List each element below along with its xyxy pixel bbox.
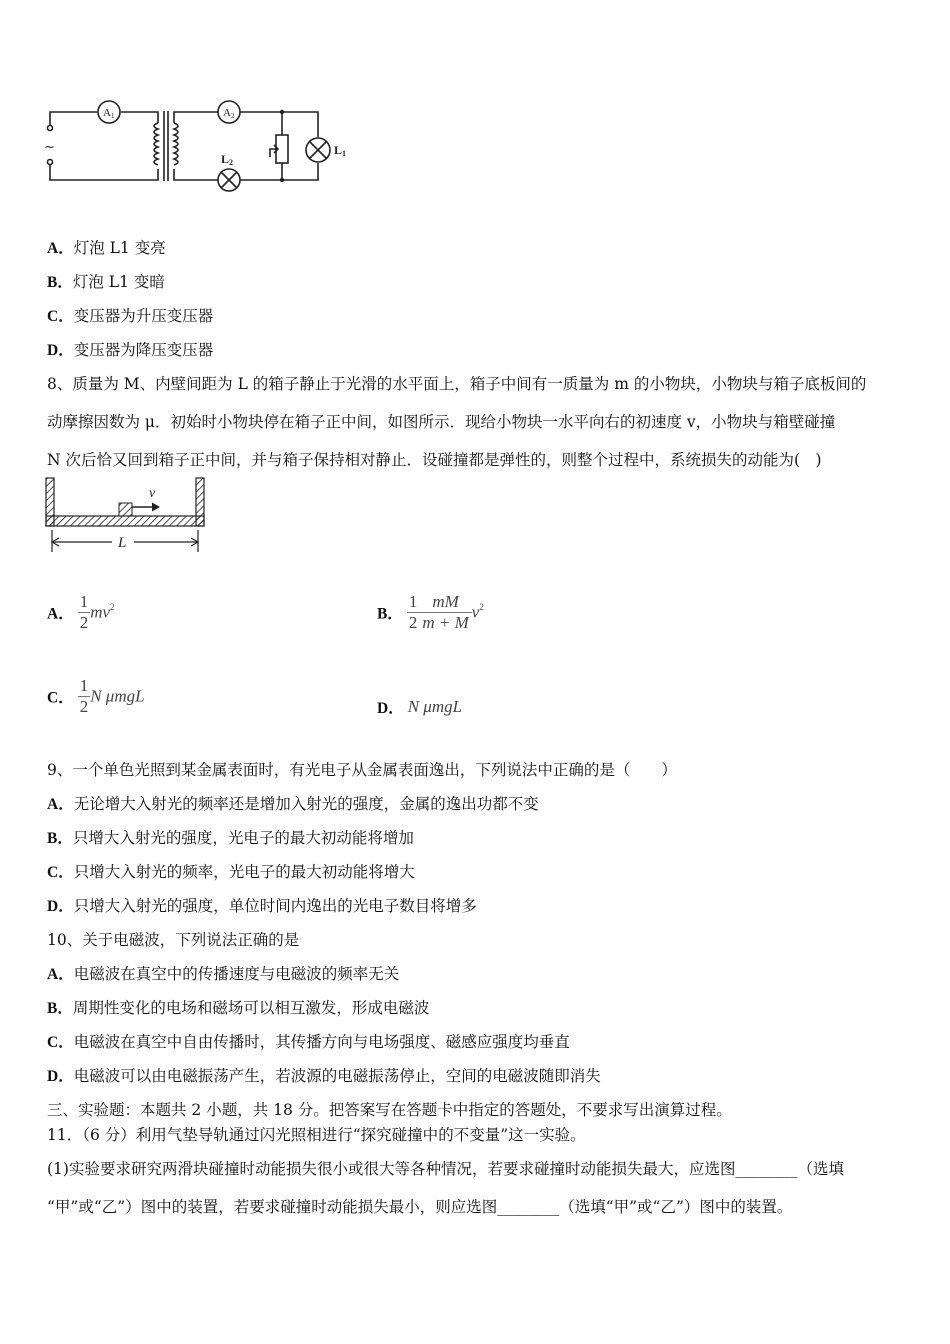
lamp-l2-label: L <box>221 152 230 166</box>
q10-stem: 10、关于电磁波，下列说法正确的是 <box>47 931 300 949</box>
ammeter-a2-sub: 2 <box>230 112 235 120</box>
q10-option-b: B．周期性变化的电场和磁场可以相互激发，形成电磁波 <box>47 999 430 1017</box>
q8-stem-line-3: N 次后恰又回到箱子正中间，并与箱子保持相对静止．设碰撞都是弹性的，则整个过程中，系统损失的动能为( ) <box>47 451 822 469</box>
transformer-circuit-diagram <box>40 95 360 195</box>
q10-option-d: D．电磁波可以由电磁振荡产生，若波源的电磁振荡停止，空间的电磁波随即消失 <box>47 1067 601 1085</box>
ac-source-symbol: ~ <box>44 140 55 155</box>
svg-text:L1 <box>334 143 346 158</box>
q7-option-a: A．灯泡 L1 变亮 <box>47 239 166 257</box>
q7-option-d: D．变压器为降压变压器 <box>47 341 214 359</box>
lamp-l1-label: L <box>334 143 343 157</box>
section3-heading: 三、实验题：本题共 2 小题，共 18 分。把答案写在答题卡中指定的答题处，不要求写出演算过程。 <box>47 1101 732 1119</box>
q8-option-c: C． $\frac{1}{2}$ N μmgL <box>47 676 145 716</box>
ammeter-a2-label: A <box>223 107 231 119</box>
svg-text:A2 <box>223 107 235 120</box>
velocity-label: v <box>149 486 156 501</box>
svg-text:L2 <box>221 152 233 167</box>
q9-option-d: D．只增大入射光的强度，单位时间内逸出的光电子数目将增多 <box>47 897 477 915</box>
ammeter-a1-label: A <box>103 107 111 119</box>
lamp-l1-sub: 1 <box>342 149 347 158</box>
svg-text:A1 <box>103 107 115 120</box>
box-block-diagram <box>42 476 212 556</box>
q7-option-b: B．灯泡 L1 变暗 <box>47 273 165 291</box>
q11-part1-line-2: “甲”或“乙”）图中的装置，若要求碰撞时动能损失最小，则应选图________（选填“甲”或“乙”）图中的装置。 <box>47 1198 793 1216</box>
q8-option-d: D． N μmgL <box>377 697 463 717</box>
q8-stem-line-1: 8、质量为 M、内壁间距为 L 的箱子静止于光滑的水平面上，箱子中间有一质量为 m 的小物块，小物块与箱子底板间的 <box>47 375 867 393</box>
q9-option-a: A．无论增大入射光的频率还是增加入射光的强度，金属的逸出功都不变 <box>47 795 539 813</box>
q8-stem-line-2: 动摩擦因数为 μ．初始时小物块停在箱子正中间，如图所示．现给小物块一水平向右的初速度 v，小物块与箱壁碰撞 <box>47 413 836 431</box>
q11-part1-line-1: (1)实验要求研究两滑块碰撞时动能损失很小或很大等各种情况，若要求碰撞时动能损失最大，应选图________（选填 <box>47 1160 844 1178</box>
q8-option-b: B． $\frac{1}{2}$ $\frac{mM}{m + M}$ $v^2$ <box>377 592 484 632</box>
q8-option-a: A． $\frac{1}{2}$ $mv^2$ <box>47 592 115 632</box>
length-label: L <box>118 535 127 551</box>
small-block <box>119 503 132 516</box>
ammeter-a1-sub: 1 <box>110 112 115 120</box>
q9-stem: 9、一个单色光照到某金属表面时，有光电子从金属表面逸出，下列说法中正确的是（ ） <box>47 761 677 779</box>
q9-option-b: B．只增大入射光的强度，光电子的最大初动能将增加 <box>47 829 414 847</box>
lamp-l2-sub: 2 <box>229 158 234 167</box>
q11-stem: 11．（6 分）利用气垫导轨通过闪光照相进行“探究碰撞中的不变量”这一实验。 <box>47 1126 586 1144</box>
q10-option-c: C．电磁波在真空中自由传播时，其传播方向与电场强度、磁感应强度均垂直 <box>47 1033 570 1051</box>
q9-option-c: C．只增大入射光的频率，光电子的最大初动能将增大 <box>47 863 415 881</box>
q7-option-c: C．变压器为升压变压器 <box>47 307 214 325</box>
q10-option-a: A．电磁波在真空中的传播速度与电磁波的频率无关 <box>47 965 400 983</box>
